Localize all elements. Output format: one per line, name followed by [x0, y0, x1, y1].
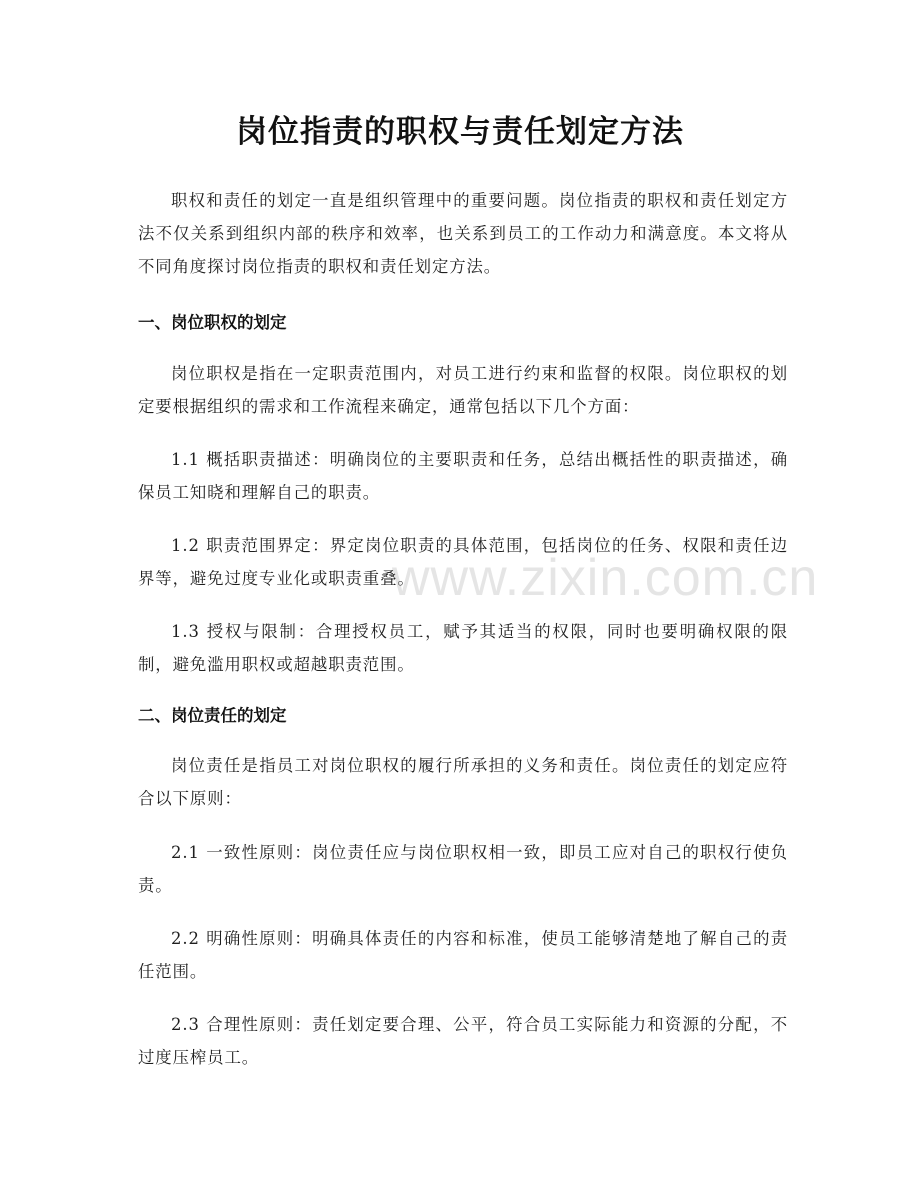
- section-2-item-3: 2.3 合理性原则：责任划定要合理、公平，符合员工实际能力和资源的分配，不过度压榨员工。: [138, 1015, 788, 1067]
- section-1-intro: 岗位职权是指在一定职责范围内，对员工进行约束和监督的权限。岗位职权的划定要根据组织的需求和工作流程来确定，通常包括以下几个方面：: [138, 364, 788, 416]
- section-2-item-1: 2.1 一致性原则：岗位责任应与岗位职权相一致，即员工应对自己的职权行使负责。: [138, 843, 788, 895]
- section-2-heading: 二、岗位责任的划定: [138, 706, 287, 725]
- section-2-item-2: 2.2 明确性原则：明确具体责任的内容和标准，使员工能够清楚地了解自己的责任范围。: [138, 929, 788, 981]
- section-1-item-1: 1.1 概括职责描述：明确岗位的主要职责和任务，总结出概括性的职责描述，确保员工知晓和理解自己的职责。: [138, 450, 788, 502]
- watermark: www.zixin.com.cn: [392, 549, 819, 607]
- page-title: 岗位指责的职权与责任划定方法: [236, 114, 684, 150]
- section-1-item-2: 1.2 职责范围界定：界定岗位职责的具体范围，包括岗位的任务、权限和责任边界等，避免过度专业化或职责重叠。: [138, 536, 788, 588]
- section-1-item-3: 1.3 授权与限制：合理授权员工，赋予其适当的权限，同时也要明确权限的限制，避免滥用职权或超越职责范围。: [138, 622, 788, 674]
- intro-paragraph: 职权和责任的划定一直是组织管理中的重要问题。岗位指责的职权和责任划定方法不仅关系到组织内部的秩序和效率，也关系到员工的工作动力和满意度。本文将从不同角度探讨岗位指责的职权和责任划定方法。: [138, 191, 788, 276]
- section-1-heading: 一、岗位职权的划定: [138, 313, 287, 332]
- section-2-intro: 岗位责任是指员工对岗位职权的履行所承担的义务和责任。岗位责任的划定应符合以下原则：: [138, 756, 788, 808]
